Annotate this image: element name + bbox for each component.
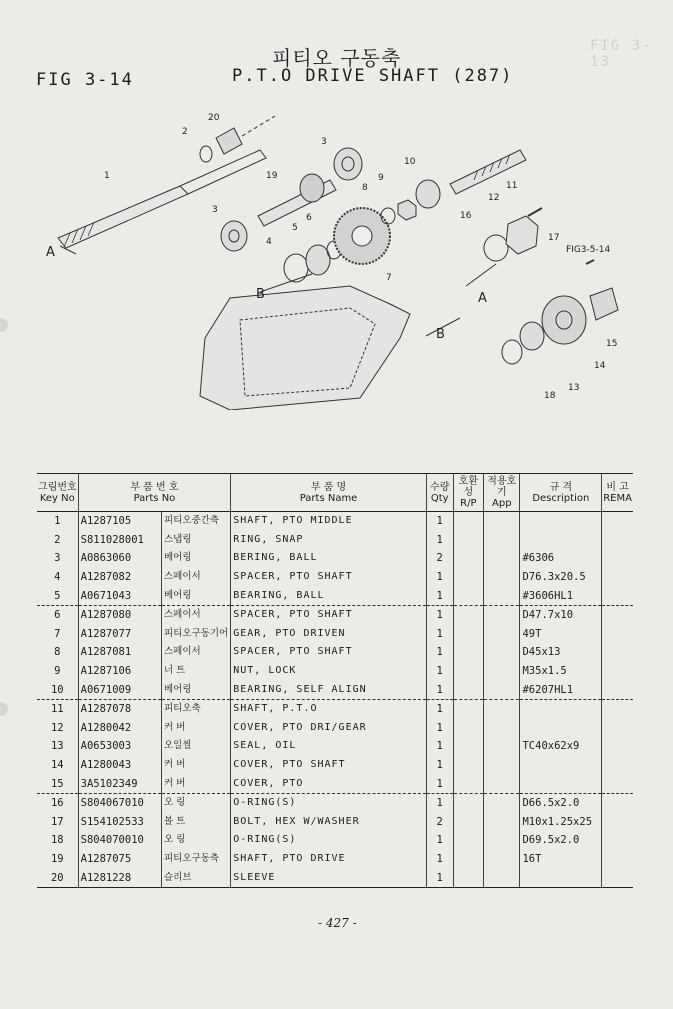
title-english: P.T.O DRIVE SHAFT (287): [232, 66, 514, 86]
key-cell: 18: [50, 834, 64, 847]
qty-cell: 1: [426, 850, 453, 869]
bearing-5-drawing: [306, 245, 330, 275]
part-no-cell: A1287078: [78, 699, 161, 718]
description-cell: [520, 719, 602, 738]
svg-text:12: 12: [488, 193, 500, 203]
app-cell: [484, 868, 520, 887]
key-cell: 12: [50, 721, 64, 734]
part-no-cell: A1287082: [78, 568, 161, 587]
korean-name-cell: 커 버: [161, 719, 230, 738]
qty-cell: 1: [426, 793, 453, 812]
rp-cell: [453, 850, 484, 869]
qty-cell: 1: [426, 680, 453, 699]
qty-cell: 1: [426, 719, 453, 738]
table-row: [37, 737, 633, 756]
part-no-cell: A1280042: [78, 719, 161, 738]
sleeve-drawing: [216, 128, 242, 154]
parts-name-cell: SEAL, OIL: [231, 737, 427, 756]
parts-name-cell: O-RING(S): [231, 831, 427, 850]
rp-cell: [453, 737, 484, 756]
cover-drive-gear-drawing: [506, 216, 538, 254]
qty-cell: 1: [426, 756, 453, 775]
svg-text:5: 5: [292, 223, 298, 233]
key-cell: 13: [50, 740, 64, 753]
column-header-qty: 수량 Qty: [426, 474, 453, 512]
table-row: [37, 531, 633, 550]
svg-text:17: 17: [548, 233, 560, 243]
description-cell: [520, 699, 602, 718]
korean-name-cell: 볼 트: [161, 813, 230, 832]
table-row: [37, 625, 633, 644]
korean-name-cell: 오 링: [161, 793, 230, 812]
rp-cell: [453, 568, 484, 587]
column-header-key-no: 그림번호 Key No: [37, 474, 78, 512]
column-header-parts-name: 부 품 명 Parts Name: [231, 474, 427, 512]
column-header-rp: 호환성 R/P: [453, 474, 484, 512]
description-cell: #6207HL1: [520, 680, 602, 699]
table-row: [37, 549, 633, 568]
rema-cell: [602, 868, 633, 887]
rema-cell: [602, 680, 633, 699]
qty-cell: 2: [426, 549, 453, 568]
app-cell: [484, 831, 520, 850]
part-no-cell: A1281228: [78, 868, 161, 887]
bearing-lower-drawing: [221, 221, 247, 251]
rp-cell: [453, 831, 484, 850]
app-cell: [484, 625, 520, 644]
description-cell: D47.7x10: [520, 605, 602, 624]
qty-cell: 1: [426, 568, 453, 587]
key-cell: 7: [54, 627, 61, 640]
key-cell: 20: [37, 868, 78, 887]
spacer-4-drawing: [284, 254, 308, 282]
qty-cell: 1: [426, 831, 453, 850]
parts-name-cell: SPACER, PTO SHAFT: [231, 605, 427, 624]
table-row: [37, 605, 633, 624]
seal-oil-drawing: [520, 322, 544, 350]
korean-name-cell: 스냅링: [161, 531, 230, 550]
table-row: [37, 512, 633, 531]
rema-cell: [602, 719, 633, 738]
qty-cell: 1: [426, 737, 453, 756]
title-korean: 피티오 구동축: [272, 46, 402, 70]
rp-cell: [453, 680, 484, 699]
rema-cell: [602, 605, 633, 624]
rp-cell: [453, 719, 484, 738]
description-cell: D45x13: [520, 643, 602, 662]
rema-cell: [602, 643, 633, 662]
rp-cell: [453, 625, 484, 644]
rema-cell: [602, 625, 633, 644]
korean-name-cell: 베어링: [161, 680, 230, 699]
app-cell: [484, 850, 520, 869]
table-row: [37, 793, 633, 812]
svg-text:1: 1: [104, 171, 110, 181]
korean-name-cell: 베어링: [161, 549, 230, 568]
table-row: [37, 850, 633, 869]
table-row: [37, 831, 633, 850]
svg-text:16: 16: [460, 211, 472, 221]
spacer-8-drawing: [381, 208, 395, 224]
page-number: - 427 -: [318, 916, 357, 930]
shaft-pto-middle-drawing: [58, 186, 188, 248]
key-cell: 5: [37, 586, 78, 605]
rema-cell: [602, 793, 633, 812]
app-cell: [484, 662, 520, 681]
table-row: [37, 813, 633, 832]
rema-cell: [602, 662, 633, 681]
qty-cell: 1: [426, 662, 453, 681]
description-cell: [520, 868, 602, 887]
svg-text:3: 3: [321, 137, 327, 147]
column-header-app: 적용호기 App: [484, 474, 520, 512]
o-ring-18-drawing: [502, 340, 522, 364]
column-header-rema: 비 고 REMA: [602, 474, 633, 512]
svg-text:9: 9: [378, 173, 384, 183]
key-cell: 6: [54, 609, 61, 622]
svg-text:FIG3-5-14: FIG3-5-14: [566, 245, 611, 255]
bolt-17-drawing: [528, 208, 542, 216]
table-row: [37, 774, 633, 793]
svg-text:6: 6: [306, 213, 312, 223]
korean-name-cell: 피티오구동축: [161, 850, 230, 869]
rp-cell: [453, 813, 484, 832]
qty-cell: 1: [426, 586, 453, 605]
parts-name-cell: BEARING, BALL: [231, 586, 427, 605]
svg-text:11: 11: [506, 181, 518, 191]
part-no-cell: A1287106: [78, 662, 161, 681]
svg-text:15: 15: [606, 339, 618, 349]
bearing-top-drawing: [334, 148, 362, 180]
table-row: [37, 756, 633, 775]
key-cell: 19: [50, 852, 64, 865]
column-header-parts-no: 부 품 번 호 Parts No: [78, 474, 231, 512]
svg-text:B: B: [436, 327, 445, 342]
app-cell: [484, 756, 520, 775]
bearing-self-align-drawing: [416, 180, 440, 208]
description-cell: #3606HL1: [520, 586, 602, 605]
rema-cell: [602, 512, 633, 531]
key-cell: 2: [54, 533, 61, 546]
bleed-through-figure-label: FIG 3-13: [590, 38, 653, 70]
app-cell: [484, 568, 520, 587]
qty-cell: 1: [426, 512, 453, 531]
table-row: [37, 868, 633, 887]
part-no-cell: A0863060: [78, 549, 161, 568]
rema-cell: [602, 568, 633, 587]
key-cell: 3: [54, 552, 61, 565]
table-row: [37, 568, 633, 587]
table-row: [37, 699, 633, 718]
svg-text:20: 20: [208, 113, 220, 123]
rp-cell: [453, 774, 484, 793]
app-cell: [484, 680, 520, 699]
description-cell: TC40x62x9: [520, 737, 602, 756]
part-no-cell: A1287081: [78, 643, 161, 662]
parts-name-cell: COVER, PTO SHAFT: [231, 756, 427, 775]
table-row: [37, 680, 633, 699]
key-cell: 16: [50, 797, 64, 810]
qty-cell: 1: [426, 774, 453, 793]
part-no-cell: 3A5102349: [78, 774, 161, 793]
app-cell: [484, 605, 520, 624]
parts-name-cell: COVER, PTO DRI/GEAR: [231, 719, 427, 738]
description-cell: 16T: [520, 850, 602, 869]
exploded-parts-diagram: [30, 98, 640, 410]
rp-cell: [453, 699, 484, 718]
transmission-housing-drawing: [200, 286, 410, 410]
table-row: [37, 586, 633, 605]
korean-name-cell: 커 버: [161, 774, 230, 793]
part-no-cell: S811028001: [78, 531, 161, 550]
rp-cell: [453, 512, 484, 531]
parts-name-cell: RING, SNAP: [231, 531, 427, 550]
korean-name-cell: 피티오구동기어: [161, 625, 230, 644]
parts-name-cell: COVER, PTO: [231, 774, 427, 793]
qty-cell: 1: [426, 868, 453, 887]
key-cell: 8: [54, 646, 61, 659]
binder-hole: [0, 702, 8, 716]
part-no-cell: A1287080: [78, 605, 161, 624]
korean-name-cell: 오 링: [161, 831, 230, 850]
app-cell: [484, 813, 520, 832]
app-cell: [484, 719, 520, 738]
korean-name-cell: 오일씰: [161, 737, 230, 756]
rema-cell: [602, 737, 633, 756]
table-header-row: [37, 474, 633, 512]
svg-text:19: 19: [266, 171, 278, 181]
o-ring-16-drawing: [484, 235, 508, 261]
binder-hole: [0, 318, 8, 332]
description-cell: D66.5x2.0: [520, 793, 602, 812]
rema-cell: [602, 850, 633, 869]
part-no-cell: S154102533: [78, 813, 161, 832]
rema-cell: [602, 756, 633, 775]
key-cell: 15: [37, 774, 78, 793]
part-no-cell: S804067010: [78, 793, 161, 812]
app-cell: [484, 774, 520, 793]
svg-text:13: 13: [568, 383, 580, 393]
figure-label: FIG 3-14: [36, 70, 134, 90]
description-cell: D76.3x20.5: [520, 568, 602, 587]
korean-name-cell: 슬리브: [161, 868, 230, 887]
description-cell: [520, 512, 602, 531]
rp-cell: [453, 549, 484, 568]
korean-name-cell: 베어링: [161, 586, 230, 605]
rema-cell: [602, 813, 633, 832]
parts-name-cell: BERING, BALL: [231, 549, 427, 568]
rema-cell: [602, 531, 633, 550]
part-no-cell: S804070010: [78, 831, 161, 850]
rema-cell: [602, 549, 633, 568]
rp-cell: [453, 793, 484, 812]
table-row: [37, 719, 633, 738]
part-no-cell: A0653003: [78, 737, 161, 756]
parts-name-cell: SHAFT, P.T.O: [231, 699, 427, 718]
qty-cell: 1: [426, 699, 453, 718]
table-row: [37, 643, 633, 662]
parts-table-body: [37, 512, 633, 888]
cover-pto-drawing: [590, 288, 618, 320]
cover-pto-shaft-drawing: [542, 296, 586, 344]
nut-lock-drawing: [398, 200, 416, 220]
description-cell: [520, 774, 602, 793]
app-cell: [484, 699, 520, 718]
description-cell: [520, 531, 602, 550]
parts-name-cell: O-RING(S): [231, 793, 427, 812]
parts-table: [37, 473, 633, 888]
korean-name-cell: 피티오축: [161, 699, 230, 718]
korean-name-cell: 스페이서: [161, 568, 230, 587]
description-cell: #6306: [520, 549, 602, 568]
column-header-description: 규 격 Description: [520, 474, 602, 512]
rema-cell: [602, 699, 633, 718]
qty-cell: 1: [426, 605, 453, 624]
svg-text:A: A: [478, 291, 487, 306]
part-no-cell: A0671043: [78, 586, 161, 605]
key-cell: 17: [50, 815, 64, 828]
qty-cell: 1: [426, 625, 453, 644]
rp-cell: [453, 531, 484, 550]
table-row: [37, 662, 633, 681]
description-cell: M10x1.25x25: [520, 813, 602, 832]
svg-text:2: 2: [182, 127, 188, 137]
korean-name-cell: 스페이서: [161, 643, 230, 662]
svg-text:3: 3: [212, 205, 218, 215]
qty-cell: 1: [426, 643, 453, 662]
part-no-cell: A0671009: [78, 680, 161, 699]
app-cell: [484, 531, 520, 550]
rp-cell: [453, 586, 484, 605]
part-no-cell: A1280043: [78, 756, 161, 775]
rp-cell: [453, 868, 484, 887]
app-cell: [484, 793, 520, 812]
korean-name-cell: 너 트: [161, 662, 230, 681]
app-cell: [484, 737, 520, 756]
key-cell: 11: [50, 703, 64, 716]
key-cell: 10: [37, 680, 78, 699]
description-cell: D69.5x2.0: [520, 831, 602, 850]
svg-text:18: 18: [544, 391, 556, 401]
parts-name-cell: SLEEVE: [231, 868, 427, 887]
rema-cell: [602, 831, 633, 850]
rema-cell: [602, 774, 633, 793]
key-cell: 9: [54, 665, 61, 678]
rema-cell: [602, 586, 633, 605]
svg-text:A: A: [46, 245, 55, 260]
parts-name-cell: SPACER, PTO SHAFT: [231, 643, 427, 662]
description-cell: M35x1.5: [520, 662, 602, 681]
korean-name-cell: 커 버: [161, 756, 230, 775]
rp-cell: [453, 756, 484, 775]
parts-name-cell: NUT, LOCK: [231, 662, 427, 681]
parts-name-cell: SHAFT, PTO DRIVE: [231, 850, 427, 869]
description-cell: [520, 756, 602, 775]
app-cell: [484, 549, 520, 568]
svg-text:7: 7: [386, 273, 392, 283]
key-cell: 1: [54, 515, 61, 528]
snap-ring-drawing: [200, 146, 212, 162]
app-cell: [484, 586, 520, 605]
svg-text:4: 4: [266, 237, 272, 247]
parts-name-cell: GEAR, PTO DRIVEN: [231, 625, 427, 644]
svg-text:B: B: [256, 287, 265, 302]
qty-cell: 1: [426, 531, 453, 550]
description-cell: 49T: [520, 625, 602, 644]
parts-name-cell: SPACER, PTO SHAFT: [231, 568, 427, 587]
parts-name-cell: BEARING, SELF ALIGN: [231, 680, 427, 699]
rp-cell: [453, 643, 484, 662]
qty-cell: 2: [426, 813, 453, 832]
svg-text:8: 8: [362, 183, 368, 193]
parts-name-cell: SHAFT, PTO MIDDLE: [231, 512, 427, 531]
part-no-cell: A1287077: [78, 625, 161, 644]
korean-name-cell: 피티오중간축: [161, 512, 230, 531]
key-cell: 14: [50, 759, 64, 772]
part-no-cell: A1287075: [78, 850, 161, 869]
korean-name-cell: 스페이서: [161, 605, 230, 624]
app-cell: [484, 512, 520, 531]
app-cell: [484, 643, 520, 662]
rp-cell: [453, 605, 484, 624]
svg-text:10: 10: [404, 157, 416, 167]
key-cell: 4: [54, 571, 61, 584]
bolt-fig-ref-drawing: [586, 260, 594, 264]
parts-name-cell: BOLT, HEX W/WASHER: [231, 813, 427, 832]
rp-cell: [453, 662, 484, 681]
part-no-cell: A1287105: [78, 512, 161, 531]
svg-text:14: 14: [594, 361, 606, 371]
